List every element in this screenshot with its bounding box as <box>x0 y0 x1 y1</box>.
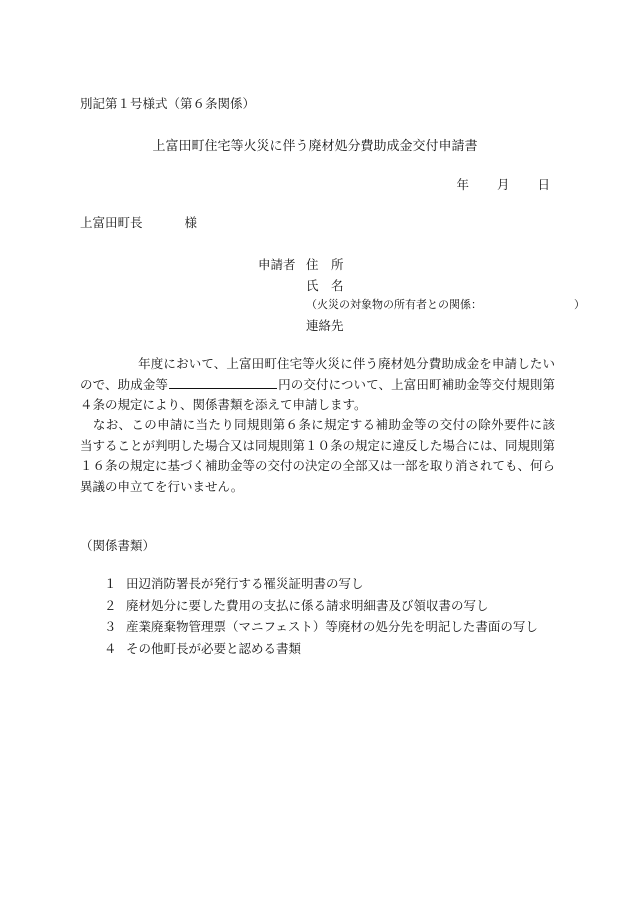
owner-relation-note <box>306 299 585 310</box>
list-item-text: 産業廃棄物管理票（マニフェスト）等廃材の処分先を明記した書面の写し <box>126 619 538 634</box>
addressee-name: 上富田町長 <box>80 215 143 230</box>
list-item <box>104 640 538 665</box>
applicant-contact-label: 連絡先 <box>306 318 344 333</box>
list-item-text: その他町長が必要と認める書類 <box>126 640 302 656</box>
list-item <box>104 597 538 622</box>
statement-part2: 円の交付について、上富田町補助金等交付規則第４条の規定により、関係書類を添えて申請します。 <box>80 376 555 412</box>
applicant-address-label: 住 所 <box>306 257 344 272</box>
disclaimer-text: なお、この申請に当たり同規則第６条に規定する補助金等の交付の除外要件に該当することが判明した場合又は同規則第１０条の規定に違反した場合には、同規則第１６条の規定に基づく補助金等の交付の決定の全部又は一部を取り消されても、何ら異議の申立てを行いません。 <box>80 417 556 494</box>
statement-part1: 年度において、上富田町住宅等火災に伴う廃材処分費助成金を申請したいので、助成金等 <box>80 356 555 392</box>
list-item-number: ２ <box>104 597 117 613</box>
list-item-text: 廃材処分に要した費用の支払に係る請求明細書及び領収書の写し <box>126 597 489 613</box>
date-month: 月 <box>496 177 510 192</box>
relation-close: ） <box>574 298 585 311</box>
addressee-honorific: 様 <box>184 215 198 230</box>
form-number: 別記第１号様式（第６条関係） <box>80 96 256 111</box>
application-statement <box>80 354 555 416</box>
date-line <box>432 179 550 192</box>
list-item-number: ３ <box>104 619 117 634</box>
relation-open: （火災の対象物の所有者との関係： <box>306 298 482 311</box>
list-item-text: 田辺消防署長が発行する罹災証明書の写し <box>126 576 364 591</box>
related-documents-heading: （関係書類） <box>80 538 156 553</box>
addressee <box>80 217 197 230</box>
date-year: 年 <box>456 177 469 192</box>
disclaimer-statement <box>80 415 555 497</box>
list-item <box>104 621 538 643</box>
related-documents-list <box>104 578 538 664</box>
amount-blank-line <box>169 376 277 389</box>
date-day: 日 <box>537 177 550 192</box>
applicant-label: 申請者 <box>258 257 296 272</box>
document-title: 上富田町住宅等火災に伴う廃材処分費助成金交付申請書 <box>152 139 478 154</box>
list-item <box>104 578 538 600</box>
list-item-number: １ <box>104 576 117 591</box>
applicant-name-label: 氏 名 <box>306 278 344 293</box>
list-item-number: ４ <box>104 640 117 656</box>
